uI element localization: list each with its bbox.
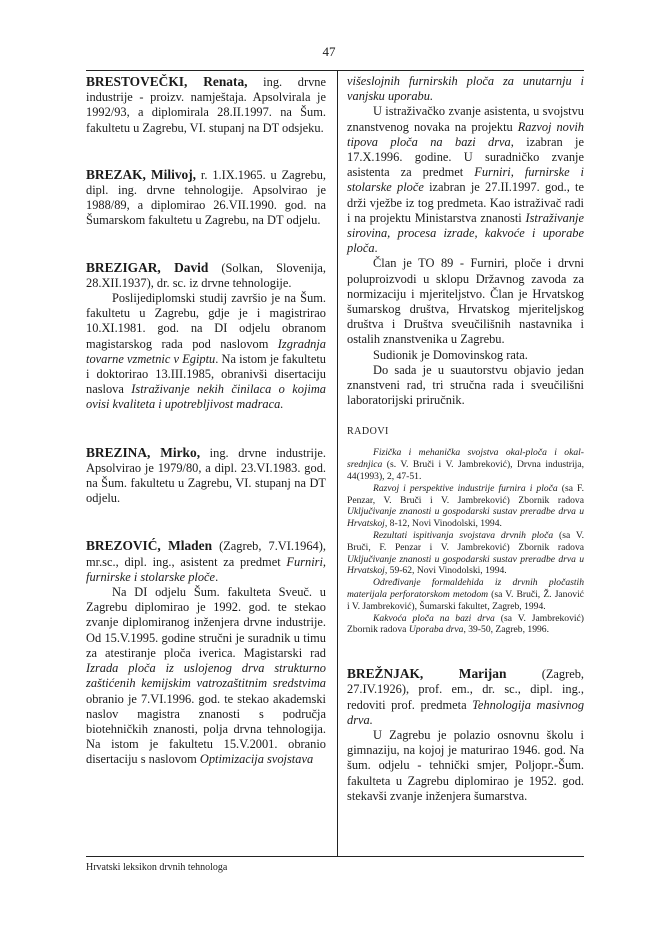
entry-text: (Zagreb, 27.IV.1926), prof. em., dr. sc., dipl. ing., redoviti prof. predmeta bbox=[347, 667, 584, 712]
reference-item bbox=[347, 447, 584, 482]
course-title: Furniri, furnirske i stolarske ploče bbox=[86, 554, 326, 584]
entry-brestovecki bbox=[86, 74, 326, 136]
course-title: Tehnologija masivnog drva. bbox=[347, 697, 585, 727]
page-number: 47 bbox=[322, 44, 336, 59]
dissertation-title: Optimizacija svojstava bbox=[199, 752, 314, 767]
radovi-heading: RADOVI bbox=[347, 426, 389, 438]
reference-item bbox=[347, 530, 584, 577]
entry-text: . bbox=[215, 569, 219, 584]
reference-item bbox=[347, 577, 584, 612]
entry-paragraph: Na DI odjelu Šum. fakulteta Sveuč. u Zagrebu diplomirao je 1992. god. te stekao zvanje diplomiranog inženjera drvne industrije. Od 15.V.1995. godine stručni je suradnik u timu za atestiranje ploča iverica. Magistarski rad bbox=[86, 585, 326, 660]
entry-brezak bbox=[86, 167, 326, 229]
entry-name: BREZOVIĆ, Mladen bbox=[86, 538, 213, 554]
entry-paragraph: U istraživačko zvanje asistenta, u svojstvu znanstvenog novaka na projektu bbox=[347, 104, 584, 134]
entry-paragraph: obranio je 7.VI.1996. god. te stekao akademski naslov magistra znanosti s područja biotehničkih znanosti, polja drvna tehnologija. Na istom je fakultetu 15.V.2001. obranio disertaciju s naslovom bbox=[86, 691, 326, 767]
reference-details: (sa V. Bruči, Ž. Janović i V. Jambreković), Šumarski fakultet, Zagreb, 1994. bbox=[347, 589, 584, 612]
entry-name: BREZAK, Milivoj, bbox=[86, 166, 197, 182]
reference-item bbox=[347, 613, 584, 637]
reference-details: (sa V. Bruči, F. Penzar i V. Jambreković) Zbornik radova bbox=[347, 530, 584, 553]
running-footer: Hrvatski leksikon drvnih tehnologa bbox=[86, 862, 228, 873]
thesis-title: Izgradnja tovarne vzmetnic v Egiptu bbox=[86, 336, 326, 366]
entry-paragraph: U Zagrebu je polazio osnovnu školu i gimnaziju, na kojoj je maturirao 1946. god. Na šum. odjelu - tehnički smjer, Poljopr.-Šum. fakulteta u Zagrebu diplomirao je 1952. god. stekavši zvanje inženjera šumarstva. bbox=[347, 728, 584, 803]
proceedings-title: Uporaba drva bbox=[408, 624, 464, 636]
entry-text: (Zagreb, 7.VI.1964), mr.sc., dipl. ing., asistent za predmet bbox=[86, 539, 326, 569]
entry-paragraph: . bbox=[374, 241, 378, 256]
reference-details: , 59-62, Novi Vinodolski, 1994. bbox=[384, 565, 507, 577]
entry-paragraph: Sudionik je Domovinskog rata. bbox=[373, 347, 528, 362]
dissertation-title: Istraživanje nekih činilaca o kojima ovisi kvaliteta i upotrebljivost madraca. bbox=[86, 382, 326, 412]
footer-rule bbox=[86, 856, 584, 857]
entry-paragraph: izabran je 27.II.1997. god., te drži vježbe iz tog predmeta. Kao istraživač radi i na projektu Ministarstva znanosti bbox=[347, 180, 584, 225]
entry-name: BREZIGAR, David bbox=[86, 259, 209, 275]
entry-brezigar bbox=[86, 260, 326, 413]
reference-title: Kakvoća ploča na bazi drva bbox=[373, 612, 495, 624]
entry-paragraph: Do sada je u suautorstvu objavio jedan znanstveni rad, tri stručna rada i sveučilišni laboratorijski priručnik. bbox=[347, 362, 584, 408]
reference-details: , 8-12, Novi Vinodolski, 1994. bbox=[384, 518, 502, 530]
course-title: Furniri, furnirske i stolarske ploče bbox=[347, 165, 585, 195]
right-column bbox=[347, 74, 584, 804]
reference-item bbox=[347, 483, 584, 530]
entry-brezovic-continued bbox=[347, 74, 584, 408]
reference-details: , 39-50, Zagreb, 1996. bbox=[463, 624, 549, 636]
entry-brezina bbox=[86, 445, 326, 507]
header-rule bbox=[86, 70, 584, 71]
thesis-title: Izrada ploča iz uslojenog drva strukturno zaštićenih kemijskim vatrozaštitnim sredstvima bbox=[86, 661, 326, 691]
entry-paragraph: , izabran je 17.X.1996. godine. U suradničko zvanje asistenta za predmet bbox=[347, 134, 584, 180]
entry-text: ing. drvne industrije - proizv. namještaja. Apsolvirala je 1992/93, a diplomirala 28.II.1997. na Šum. fakultetu u Zagrebu, VI. stupanj na DT odsjeku. bbox=[86, 75, 326, 135]
reference-details: (sa F. Penzar, V. Bruči i V. Jambreković) Zbornik radova bbox=[347, 482, 584, 506]
entry-text: ing. drvne industrije. Apsolvirao je 1979/80, a dipl. 23.VI.1983. god. na Šum. fakultetu u Zagrebu, VI. stupanj na DT odjelu. bbox=[86, 445, 326, 506]
entry-text: (Solkan, Slovenija, 28.XII.1937), dr. sc. iz drvne tehnologije. bbox=[86, 260, 326, 290]
entry-name: BREŽNJAK, Marijan bbox=[347, 666, 507, 682]
entry-text: r. 1.IX.1965. u Zagrebu, dipl. ing. drvne tehnologije. Apsolvirao je 1988/89, a diplomirao 26.VII.1990. god. na Šumarskom fakultetu u Zagrebu, na DT odjelu. bbox=[86, 167, 326, 228]
entry-name: BRESTOVEČKI, Renata, bbox=[86, 74, 248, 89]
column-divider bbox=[337, 70, 338, 856]
entry-paragraph: Poslijediplomski studij završio je na Šum. fakultetu u Zagrebu, gdje je i magistrirao 10.XI.1981. god. na DI odjelu obranom magistarskog rada pod naslovom bbox=[86, 291, 326, 351]
reference-title: Određivanje formaldehida iz drvnih pločastih materijala perforatorskom metodom bbox=[347, 577, 584, 601]
reference-details: (sa V. Jambreković) Zbornik radova bbox=[347, 612, 584, 636]
project-title: Istraživanje sirovina, procesa izrade, kakvoće i uporabe ploča bbox=[347, 210, 584, 256]
reference-title: Fizička i mehanička svojstva okal-ploča i okal-srednjica bbox=[347, 447, 584, 471]
entry-breznjak bbox=[347, 666, 584, 804]
reference-details: (s. V. Bruči i V. Jambreković), Drvna industrija, 44(1993), 2, 47-51. bbox=[347, 459, 584, 483]
project-title: Razvoj novih tipova ploča na bazi drva bbox=[347, 119, 584, 149]
reference-title: Razvoj i perspektive industrije furnira i ploča bbox=[373, 482, 558, 494]
entry-brezovic bbox=[86, 538, 326, 767]
entry-paragraph: . Na istom je fakultetu i doktorirao 13.III.1985, obranivši disertaciju naslova bbox=[86, 351, 326, 397]
left-column bbox=[86, 74, 326, 768]
references-list bbox=[347, 447, 584, 636]
entry-name: BREZINA, Mirko, bbox=[86, 444, 201, 460]
entry-paragraph: Član je TO 89 - Furniri, ploče i drvni poluproizvodi u sklopu Državnog zavoda za normizaciju i mjeriteljstvo. Član je Hrvatskog šumarskog društva, Hrvatskog mjeriteljskog društva i Društva sveučilišnih nastavnika i ostalih znanstvenika u Zagrebu. bbox=[347, 256, 584, 347]
dissertation-title-continued: višeslojnih furnirskih ploča za unutarnju i vanjsku uporabu. bbox=[347, 74, 584, 104]
reference-title: Rezultati ispitivanja svojstava drvnih ploča bbox=[373, 530, 554, 542]
proceedings-title: Uključivanje znanosti u gospodarski sustav preradbe drva u Hrvatskoj bbox=[347, 506, 584, 530]
proceedings-title: Uključivanje znanosti u gospodarski sustav preradbe drva u Hrvatskoj bbox=[347, 553, 584, 577]
